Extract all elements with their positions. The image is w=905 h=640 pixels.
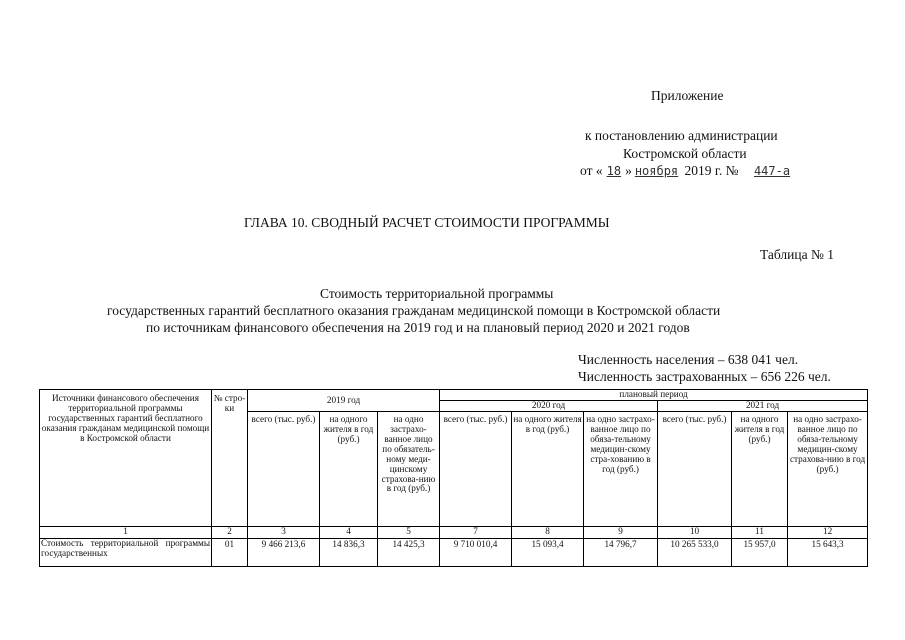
- cell-total-2019: 9 466 213,6: [248, 538, 320, 566]
- date-month: ноября: [634, 164, 679, 178]
- header-per-insured-2020: на одно застрахо-ванное лицо по обяза-тельному медицин-скому стра-хованию в год (руб.): [584, 411, 658, 526]
- header-total-2019: всего (тыс. руб.): [248, 411, 320, 526]
- header-per-resident-2021: на одного жителя в год (руб.): [732, 411, 788, 526]
- cell-total-2020: 9 710 010,4: [440, 538, 512, 566]
- col-number: 10: [658, 526, 732, 538]
- appendix-label: Приложение: [651, 88, 724, 103]
- col-number: 1: [40, 526, 212, 538]
- cell-per-resident-2020: 15 093,4: [512, 538, 584, 566]
- decree-number: 447-а: [753, 164, 791, 178]
- caption-line-1: Стоимость территориальной программы: [320, 286, 554, 301]
- cost-table: [39, 389, 868, 567]
- date-mid: »: [625, 163, 632, 178]
- header-per-resident-2019: на одного жителя в год (руб.): [320, 411, 378, 526]
- table-label: Таблица № 1: [760, 247, 834, 262]
- cell-per-resident-2021: 15 957,0: [732, 538, 788, 566]
- header-total-2020: всего (тыс. руб.): [440, 411, 512, 526]
- chapter-title: ГЛАВА 10. СВОДНЫЙ РАСЧЕТ СТОИМОСТИ ПРОГРАММЫ: [244, 215, 610, 230]
- caption-line-2: государственных гарантий бесплатного оказания гражданам медицинской помощи в Костромской области: [107, 303, 721, 318]
- population-count: Численность населения – 638 041 чел.: [578, 352, 799, 367]
- col-number: 7: [440, 526, 512, 538]
- col-number: 8: [512, 526, 584, 538]
- cell-total-2021: 10 265 533,0: [658, 538, 732, 566]
- cell-per-insured-2019: 14 425,3: [378, 538, 440, 566]
- decree-line-2: Костромской области: [623, 146, 747, 161]
- cell-per-resident-2019: 14 836,3: [320, 538, 378, 566]
- header-2021: 2021 год: [658, 400, 868, 411]
- header-per-insured-2021: на одно застрахо-ванное лицо по обяза-тельному медицин-скому страхова-нию в год (руб.): [788, 411, 868, 526]
- header-row-no: № стро-ки: [212, 390, 248, 527]
- header-per-resident-2020: на одного жителя в год (руб.): [512, 411, 584, 526]
- header-2019: 2019 год: [248, 390, 440, 412]
- header-per-insured-2019: на одно застрахо-ванное лицо по обязатель-ному меди-цинскому страхова-нию в год (руб.): [378, 411, 440, 526]
- caption-line-3: по источникам финансового обеспечения на 2019 год и на плановый период 2020 и 2021 годов: [146, 320, 690, 335]
- col-number: 2: [212, 526, 248, 538]
- row-label: Стоимость территориальной программы государственных: [40, 538, 212, 566]
- col-number: 3: [248, 526, 320, 538]
- col-number: 12: [788, 526, 868, 538]
- col-number: 9: [584, 526, 658, 538]
- cell-per-insured-2021: 15 643,3: [788, 538, 868, 566]
- header-total-2021: всего (тыс. руб.): [658, 411, 732, 526]
- date-day: 18: [606, 164, 622, 178]
- header-2020: 2020 год: [440, 400, 658, 411]
- insured-count: Численность застрахованных – 656 226 чел.: [578, 369, 831, 384]
- decree-date-line: [580, 163, 790, 179]
- col-number: 5: [378, 526, 440, 538]
- date-year: 2019 г. №: [684, 163, 739, 178]
- date-prefix: от «: [580, 163, 603, 178]
- table-row: [40, 538, 868, 566]
- row-no: 01: [212, 538, 248, 566]
- col-number: 4: [320, 526, 378, 538]
- decree-line-1: к постановлению администрации: [585, 128, 778, 143]
- header-planned-period: плановый период: [440, 390, 868, 401]
- cell-per-insured-2020: 14 796,7: [584, 538, 658, 566]
- col-number: 11: [732, 526, 788, 538]
- header-sources: Источники финансового обеспечения территориальной программы государственных гарантий бесплатного оказания гражданам медицинской помощи в Костромской области: [40, 390, 212, 527]
